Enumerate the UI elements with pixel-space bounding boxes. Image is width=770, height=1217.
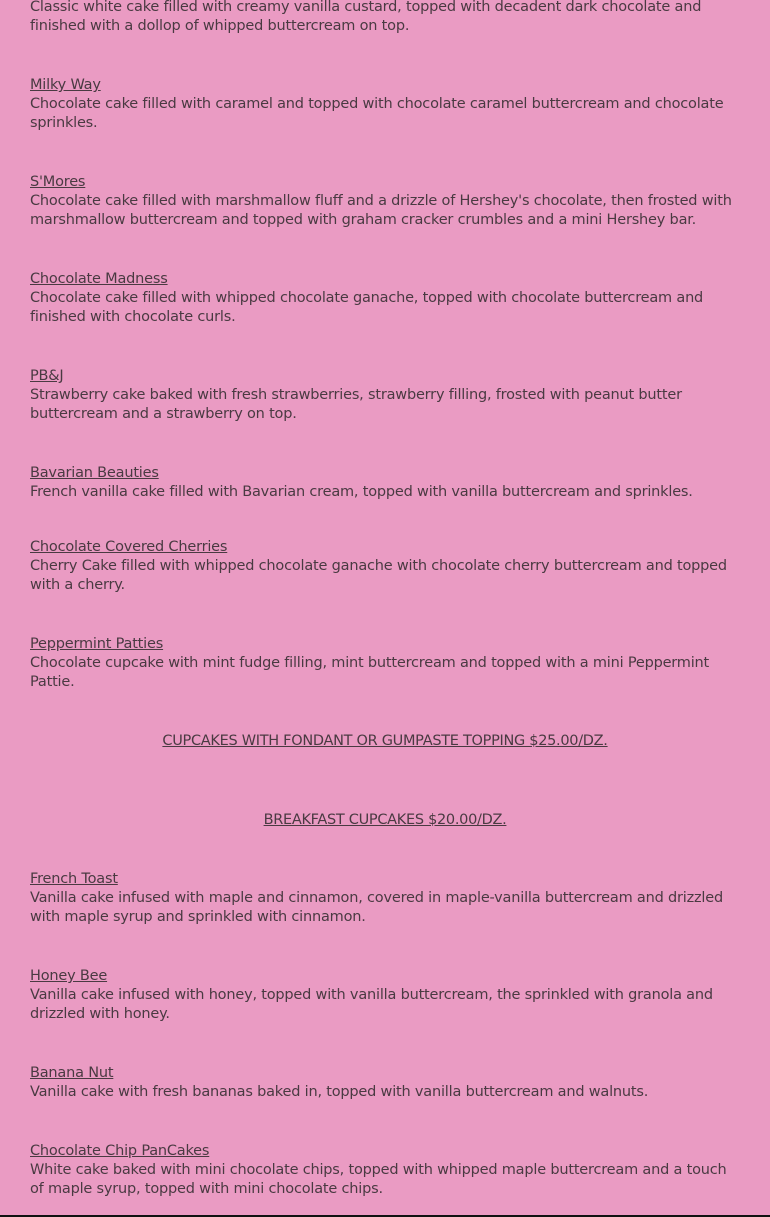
menu-item-intro [30, 0, 740, 36]
item-description: Cherry Cake filled with whipped chocolate ganache with chocolate cherry buttercream and topped with a cherry. [30, 558, 727, 593]
item-description: Strawberry cake baked with fresh strawberries, strawberry filling, frosted with peanut butter buttercream and a strawberry on top. [30, 387, 682, 422]
item-description: White cake baked with mini chocolate chips, topped with whipped maple buttercream and a touch of maple syrup, topped with mini chocolate chips. [30, 1162, 727, 1197]
menu-item-pbj [30, 367, 740, 424]
item-title: S'Mores [30, 174, 86, 190]
item-title: Bavarian Beauties [30, 465, 159, 481]
item-title: Chocolate Covered Cherries [30, 539, 228, 555]
item-description: Chocolate cupcake with mint fudge filling, mint buttercream and topped with a mini Peppermint Pattie. [30, 655, 710, 690]
item-description: Vanilla cake with fresh bananas baked in, topped with vanilla buttercream and walnuts. [30, 1084, 649, 1100]
menu-item-banana-nut [30, 1064, 740, 1102]
menu-item-french-toast [30, 870, 740, 927]
section-heading-fondant: CUPCAKES WITH FONDANT OR GUMPASTE TOPPING $25.00/DZ. [162, 733, 608, 749]
item-description: Chocolate cake filled with whipped chocolate ganache, topped with chocolate buttercream and finished with chocolate curls. [30, 290, 704, 325]
menu-item-peppermint-patties [30, 635, 740, 692]
item-title: PB&J [30, 368, 64, 384]
menu-item-chocolate-chip-pancakes [30, 1142, 740, 1199]
item-title: Peppermint Patties [30, 636, 164, 652]
item-title: Banana Nut [30, 1065, 114, 1081]
item-description: Chocolate cake filled with caramel and topped with chocolate caramel buttercream and chocolate sprinkles. [30, 96, 724, 131]
menu-item-chocolate-madness [30, 270, 740, 327]
menu-item-chocolate-covered-cherries [30, 538, 740, 595]
section-heading-breakfast: BREAKFAST CUPCAKES $20.00/DZ. [263, 812, 507, 828]
item-description: Vanilla cake infused with maple and cinnamon, covered in maple-vanilla buttercream and drizzled with maple syrup and sprinkled with cinnamon. [30, 890, 723, 925]
item-title: Honey Bee [30, 968, 108, 984]
menu-item-milky-way [30, 76, 740, 133]
item-title: Milky Way [30, 77, 101, 93]
item-description: French vanilla cake filled with Bavarian cream, topped with vanilla buttercream and sprinkles. [30, 484, 693, 500]
menu-item-smores [30, 173, 740, 230]
menu-item-honey-bee [30, 967, 740, 1024]
item-title: Chocolate Madness [30, 271, 168, 287]
item-title: Chocolate Chip PanCakes [30, 1143, 210, 1159]
item-description: Classic white cake filled with creamy vanilla custard, topped with decadent dark chocolate and finished with a dollop of whipped buttercream on top. [30, 0, 702, 34]
item-description: Vanilla cake infused with honey, topped with vanilla buttercream, the sprinkled with granola and drizzled with honey. [30, 987, 713, 1022]
menu-item-bavarian-beauties [30, 464, 740, 502]
item-description: Chocolate cake filled with marshmallow fluff and a drizzle of Hershey's chocolate, then frosted with marshmallow buttercream and topped with graham cracker crumbles and a mini Hershey bar. [30, 193, 732, 228]
item-title: French Toast [30, 871, 118, 887]
menu-page [30, 0, 740, 1199]
